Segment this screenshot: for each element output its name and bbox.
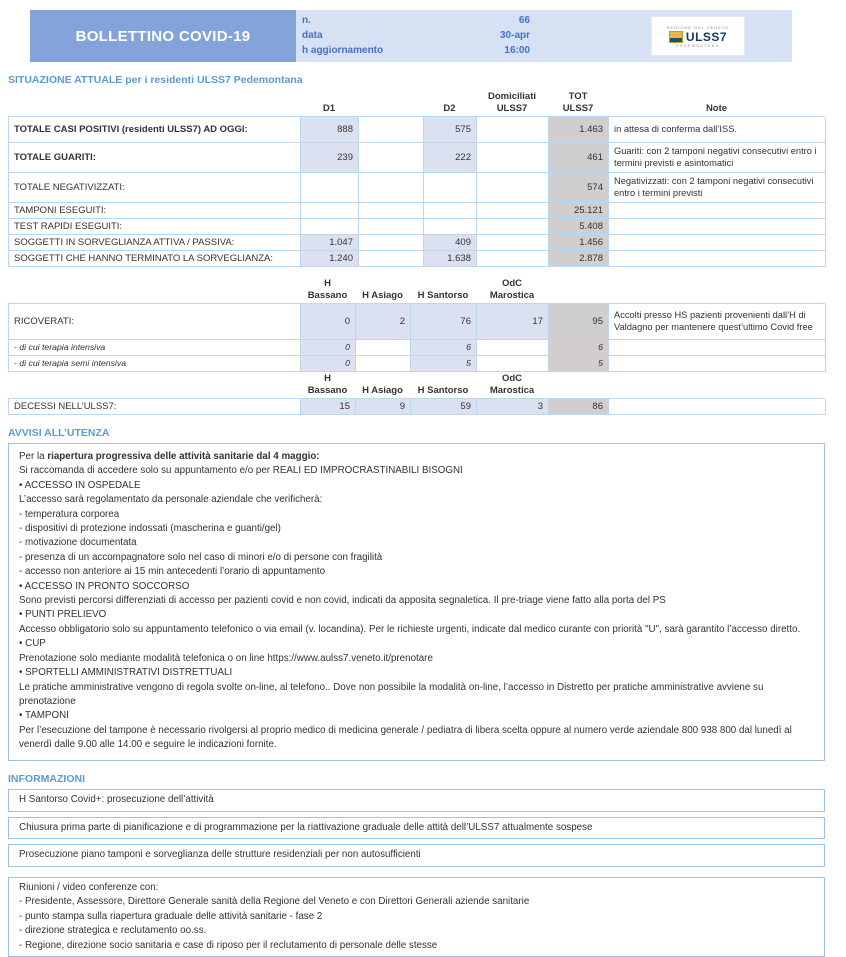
cell-d1: 888 — [301, 117, 359, 143]
table3-header-row — [8, 372, 825, 398]
table-row-sorveglianza-terminata — [9, 251, 826, 267]
cell-d1 — [301, 203, 359, 219]
row-label: RICOVERATI: — [9, 304, 301, 340]
info-line: - punto stampa sulla riapertura graduale delle attività sanitarie - fase 2 — [19, 910, 814, 925]
info-box-chiusura — [8, 817, 825, 840]
info-box-tamponi — [8, 844, 825, 867]
cell-note: in attesa di conferma dall’ISS. — [609, 117, 826, 143]
table3-header-spacer — [8, 372, 300, 398]
cell-note — [609, 203, 826, 219]
info-line: - direzione strategica e reclutamento oo.ss. — [19, 924, 814, 939]
avvisi-intro-bold: riapertura progressiva delle attività sanitarie dal 4 maggio: — [47, 451, 319, 462]
info-box-riunioni — [8, 877, 825, 957]
cell-note — [609, 235, 826, 251]
section-situazione-heading: SITUAZIONE ATTUALE per i residenti ULSS7 Pedemontana — [8, 74, 825, 86]
cell-tot: 461 — [549, 143, 609, 173]
cell-note — [609, 340, 826, 356]
cell-domiciliati — [477, 203, 549, 219]
row-label: TOTALE NEGATIVIZZATI: — [9, 173, 301, 203]
info-line: Chiusura prima parte di pianificazione e di programmazione per la riattivazione graduale delle attità dell’ULSS7 attualmente sospese — [19, 821, 814, 836]
section-informazioni-heading: INFORMAZIONI — [8, 773, 825, 785]
table-row-terapia-semi-intensiva — [9, 356, 826, 372]
cell-d1 — [301, 219, 359, 235]
cell-h-santorso: 5 — [411, 356, 477, 372]
row-label: DECESSI NELL’ULSS7: — [9, 399, 301, 415]
info-box-santorso — [8, 789, 825, 812]
avvisi-line: Per l’esecuzione del tampone è necessario rivolgersi al proprio medico di medicina generale / pediatra di libera scelta oppure al numero verde aziendale 800 938 800 dal lunedì al venerdì dalle 9.00 alle 14.00 e seguire le indicazioni fornite. — [19, 724, 814, 753]
table-row-negativizzati — [9, 173, 826, 203]
cell-d2: 575 — [424, 117, 477, 143]
cell-d2 — [424, 173, 477, 203]
table1-header-row — [8, 90, 825, 116]
field-numero-label: n. — [302, 13, 311, 28]
cell-domiciliati — [477, 117, 549, 143]
info-line: - Regione, direzione socio sanitaria e case di riposo per il reclutamento di personale delle stesse — [19, 939, 814, 954]
avvisi-line: • PUNTI PRELIEVO — [19, 608, 814, 622]
col-header-note: Note — [608, 90, 825, 116]
cell-gap — [359, 173, 424, 203]
col-header-h-santorso: H Santorso — [410, 277, 476, 303]
cell-domiciliati — [477, 143, 549, 173]
cell-odc-marostica — [477, 340, 549, 356]
table3-header-tot-spacer — [548, 372, 608, 398]
field-numero — [302, 13, 530, 28]
header-bar — [30, 10, 792, 62]
avvisi-line — [19, 753, 814, 761]
table1-header-spacer — [8, 90, 300, 116]
avvisi-line: • ACCESSO IN PRONTO SOCCORSO — [19, 580, 814, 594]
cell-gap — [359, 251, 424, 267]
cell-gap — [359, 143, 424, 173]
cell-tot: 1.463 — [549, 117, 609, 143]
cell-d2 — [424, 219, 477, 235]
table-row-sorveglianza-attiva — [9, 235, 826, 251]
info-line: Prosecuzione piano tamponi e sorveglianza delle strutture residenziali per non autosufficienti — [19, 848, 814, 863]
cell-note — [609, 399, 826, 415]
cell-tot: 574 — [549, 173, 609, 203]
row-label: TOTALE GUARITI: — [9, 143, 301, 173]
cell-h-santorso: 6 — [411, 340, 477, 356]
row-label: SOGGETTI IN SORVEGLIANZA ATTIVA / PASSIVA: — [9, 235, 301, 251]
row-label: SOGGETTI CHE HANNO TERMINATO LA SORVEGLIANZA: — [9, 251, 301, 267]
cell-d1: 1.240 — [301, 251, 359, 267]
row-label: - di cui terapia intensiva — [9, 340, 301, 356]
header-fields — [302, 13, 530, 58]
cell-domiciliati — [477, 219, 549, 235]
cell-tot: 25.121 — [549, 203, 609, 219]
cell-d2: 1.638 — [424, 251, 477, 267]
cell-note: Accolti presso HS pazienti provenienti dall’H di Valdagno per mantenere quest’ultimo Covid free — [609, 304, 826, 340]
col-header-odc-marostica: OdC Marostica — [476, 372, 548, 398]
avvisi-line: - dispositivi di protezione indossati (mascherina e guanti/gel) — [19, 522, 814, 536]
field-data-label: data — [302, 28, 323, 43]
table1-header-gap — [358, 90, 423, 116]
header-info-panel — [296, 10, 792, 62]
avvisi-intro-prefix: Per la — [19, 451, 47, 462]
cell-h-bassano: 0 — [301, 304, 356, 340]
cell-h-asiago: 2 — [356, 304, 411, 340]
field-data — [302, 28, 530, 43]
row-label: TEST RAPIDI ESEGUITI: — [9, 219, 301, 235]
cell-tot: 5.408 — [549, 219, 609, 235]
cell-tot: 2.878 — [549, 251, 609, 267]
cell-note: Guariti: con 2 tamponi negativi consecutivi entro i termini previsti e asintomatici — [609, 143, 826, 173]
cell-h-bassano: 0 — [301, 356, 356, 372]
cell-tot: 1.456 — [549, 235, 609, 251]
table-row-casi-positivi — [9, 117, 826, 143]
cell-h-asiago — [356, 340, 411, 356]
avvisi-line: Sono previsti percorsi differenziati di accesso per pazienti covid e non covid, indicati da apposita segnaletica. Il pre-triage viene fatto alla porta del PS — [19, 594, 814, 608]
row-label: TOTALE CASI POSITIVI (residenti ULSS7) AD OGGI: — [9, 117, 301, 143]
cell-note — [609, 356, 826, 372]
logo-region-text: REGIONE DEL VENETO — [667, 25, 730, 30]
avvisi-line: • ACCESSO IN OSPEDALE — [19, 479, 814, 493]
avvisi-line: - motivazione documentata — [19, 536, 814, 550]
avvisi-line: - accesso non anteriore ai 15 min antecedenti l’orario di appuntamento — [19, 565, 814, 579]
cell-d1: 239 — [301, 143, 359, 173]
col-header-h-bassano: H Bassano — [300, 277, 355, 303]
row-label: - di cui terapia semi intensiva — [9, 356, 301, 372]
cell-odc-marostica: 17 — [477, 304, 549, 340]
table-situazione — [8, 116, 825, 267]
table2-header-tot-spacer — [548, 277, 608, 303]
cell-tot: 95 — [549, 304, 609, 340]
avvisi-line: - temperatura corporea — [19, 508, 814, 522]
avvisi-box — [8, 443, 825, 761]
col-header-h-bassano: H Bassano — [300, 372, 355, 398]
table-ricoverati — [8, 303, 825, 372]
cell-d1 — [301, 173, 359, 203]
col-header-tot-ulss7: TOT ULSS7 — [548, 90, 608, 116]
logo-org-text: ULSS7 — [686, 30, 727, 44]
logo-main — [669, 30, 727, 44]
veneto-lion-emblem-icon — [669, 31, 683, 43]
row-label: TAMPONI ESEGUITI: — [9, 203, 301, 219]
table3-header-note-spacer — [608, 372, 825, 398]
col-header-h-santorso: H Santorso — [410, 372, 476, 398]
cell-d1: 1.047 — [301, 235, 359, 251]
cell-gap — [359, 235, 424, 251]
section-avvisi-heading: AVVISI ALL’UTENZA — [8, 427, 825, 439]
avvisi-line: Prenotazione solo mediante modalità telefonica o on line https://www.aulss7.veneto.it/prenotare — [19, 652, 814, 666]
cell-gap — [359, 117, 424, 143]
avvisi-line: • CUP — [19, 637, 814, 651]
table2-header-row — [8, 277, 825, 303]
table-row-terapia-intensiva — [9, 340, 826, 356]
logo-sub-text: PEDEMONTANA — [676, 44, 719, 48]
table2-header-note-spacer — [608, 277, 825, 303]
cell-tot: 6 — [549, 340, 609, 356]
cell-d2: 409 — [424, 235, 477, 251]
cell-gap — [359, 203, 424, 219]
field-data-value: 30-apr — [500, 28, 530, 43]
cell-h-santorso: 59 — [411, 399, 477, 415]
col-header-d1: D1 — [300, 90, 358, 116]
field-numero-value: 66 — [519, 13, 530, 28]
col-header-d2: D2 — [423, 90, 476, 116]
cell-h-santorso: 76 — [411, 304, 477, 340]
info-line: - Presidente, Assessore, Direttore Generale sanità della Regione del Veneto e con Direttori Generali aziende sanitarie — [19, 895, 814, 910]
cell-tot: 5 — [549, 356, 609, 372]
field-aggiornamento-value: 16:00 — [504, 43, 530, 58]
table2-header-spacer — [8, 277, 300, 303]
col-header-h-asiago: H Asiago — [355, 372, 410, 398]
cell-d2 — [424, 203, 477, 219]
avvisi-line: L’accesso sarà regolamentato da personale aziendale che verificherà: — [19, 493, 814, 507]
cell-domiciliati — [477, 173, 549, 203]
avvisi-intro-line — [19, 450, 814, 464]
cell-h-asiago — [356, 356, 411, 372]
cell-odc-marostica: 3 — [477, 399, 549, 415]
cell-odc-marostica — [477, 356, 549, 372]
bulletin-title: BOLLETTINO COVID-19 — [30, 10, 296, 62]
avvisi-line: Si raccomanda di accedere solo su appuntamento e/o per REALI ED IMPROCRASTINABILI BISOGNI — [19, 464, 814, 478]
cell-note — [609, 251, 826, 267]
table-row-ricoverati — [9, 304, 826, 340]
col-header-domiciliati: Domiciliati ULSS7 — [476, 90, 548, 116]
info-line: Riunioni / video conferenze con: — [19, 881, 814, 896]
cell-h-bassano: 15 — [301, 399, 356, 415]
avvisi-line: • SPORTELLI AMMINISTRATIVI DISTRETTUALI — [19, 666, 814, 680]
table-row-test-rapidi — [9, 219, 826, 235]
ulss7-logo — [652, 17, 744, 55]
cell-d2: 222 — [424, 143, 477, 173]
avvisi-line: • TAMPONI — [19, 709, 814, 723]
col-header-h-asiago: H Asiago — [355, 277, 410, 303]
cell-domiciliati — [477, 235, 549, 251]
cell-note: Negativizzati: con 2 tamponi negativi consecutivi entro i termini previsti — [609, 173, 826, 203]
avvisi-line: Le pratiche amministrative vengono di regola svolte on-line, al telefono.. Dove non possibile la modalità on-line, l’accesso in Distretto per pratiche amministrative avviene su prenotazione — [19, 681, 814, 710]
table-decessi — [8, 398, 825, 415]
cell-note — [609, 219, 826, 235]
field-aggiornamento — [302, 43, 530, 58]
cell-domiciliati — [477, 251, 549, 267]
field-aggiornamento-label: h aggiornamento — [302, 43, 383, 58]
table-row-decessi — [9, 399, 826, 415]
cell-h-bassano: 0 — [301, 340, 356, 356]
cell-tot: 86 — [549, 399, 609, 415]
table-row-guariti — [9, 143, 826, 173]
avvisi-line: Accesso obbligatorio solo su appuntamento telefonico o via email (v. locandina). Per le richieste urgenti, indicate dal medico curante con priorità "U", sarà garantito l’accesso diretto. — [19, 623, 814, 637]
avvisi-line: - presenza di un accompagnatore solo nel caso di minori e/o di persone con fragilità — [19, 551, 814, 565]
cell-h-asiago: 9 — [356, 399, 411, 415]
info-line: H Santorso Covid+: prosecuzione dell’attività — [19, 793, 814, 808]
table-row-tamponi — [9, 203, 826, 219]
col-header-odc-marostica: OdC Marostica — [476, 277, 548, 303]
cell-gap — [359, 219, 424, 235]
